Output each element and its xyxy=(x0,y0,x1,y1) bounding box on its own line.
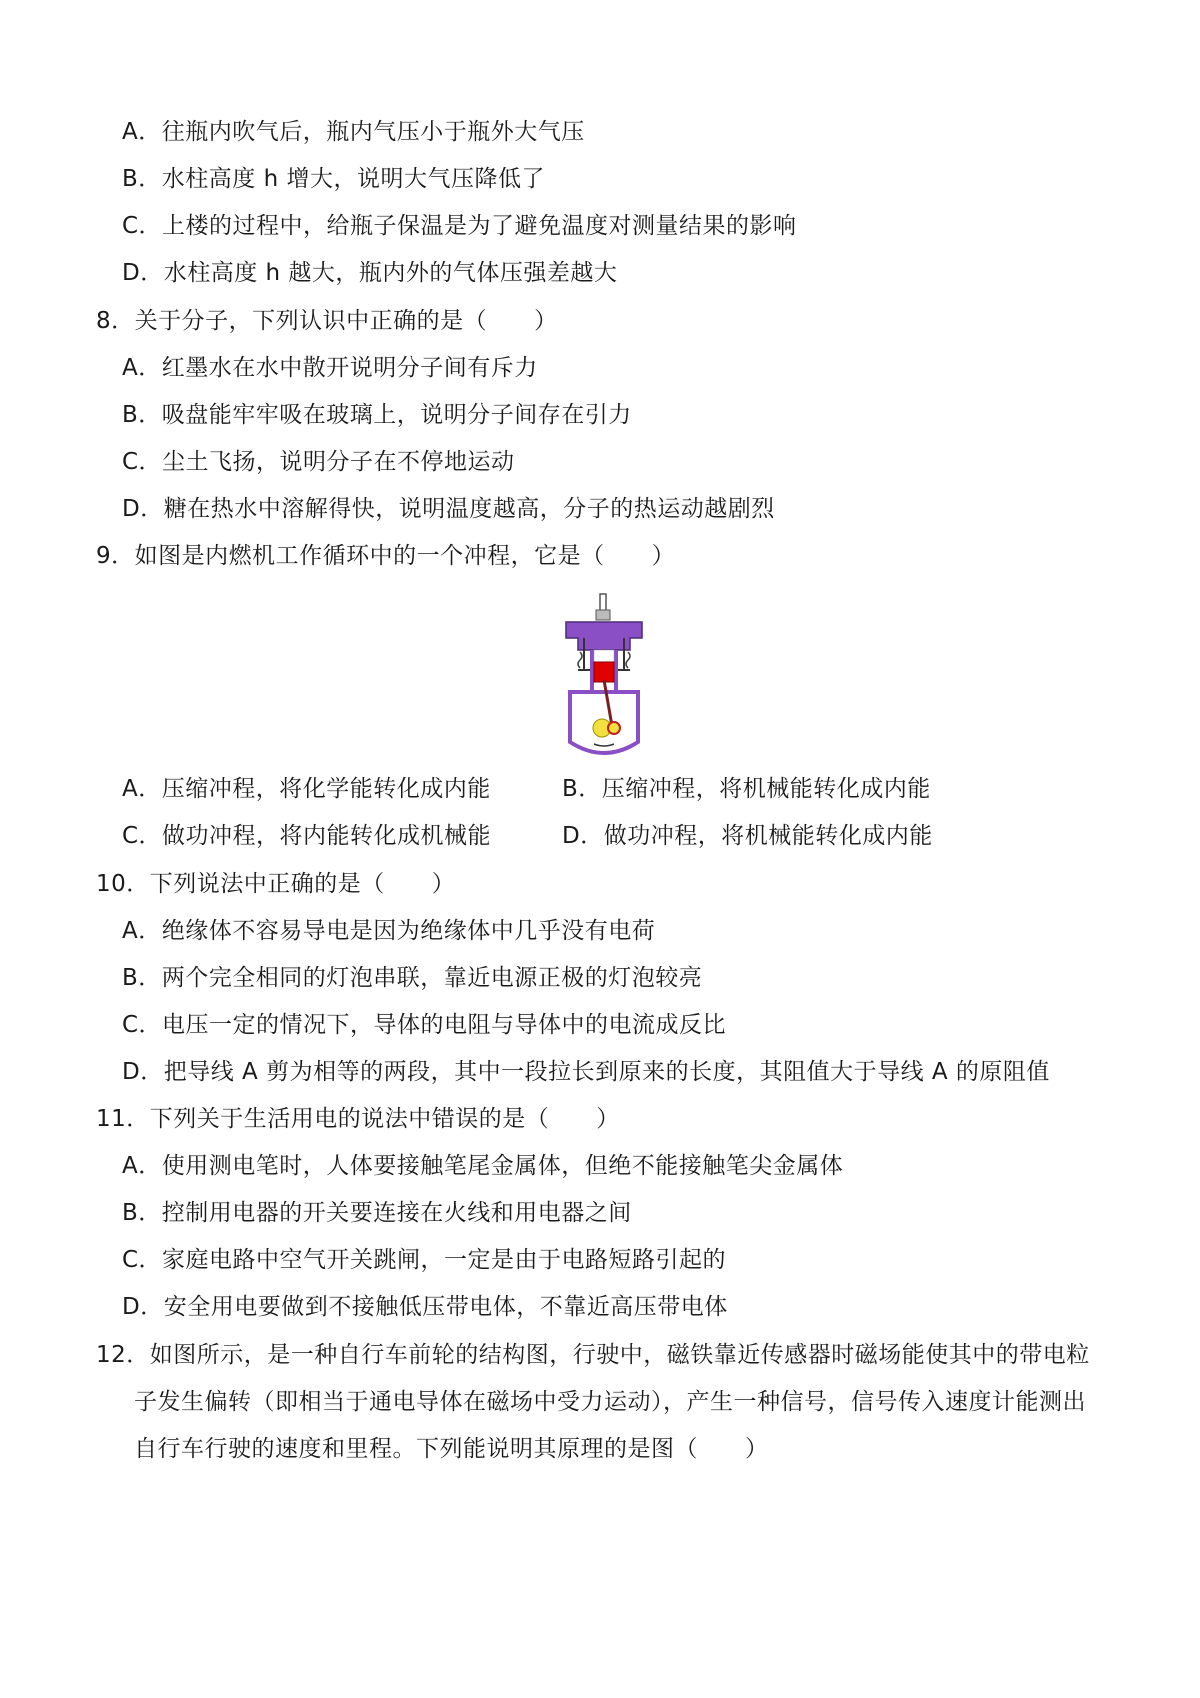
q7-option-a: A．往瓶内吹气后，瓶内气压小于瓶外大气压 xyxy=(122,119,585,145)
q9-option-d: D．做功冲程，将机械能转化成内能 xyxy=(562,823,933,849)
q7-option-d: D．水柱高度 h 越大，瓶内外的气体压强差越大 xyxy=(122,260,618,286)
q10-option-b: B．两个完全相同的灯泡串联，靠近电源正极的灯泡较亮 xyxy=(122,965,703,991)
q11-stem: 11．下列关于生活用电的说法中错误的是（ ） xyxy=(96,1106,620,1132)
combustion-chamber xyxy=(594,650,614,662)
q10-option-c: C．电压一定的情况下，导体的电阻与导体中的电流成反比 xyxy=(122,1012,727,1038)
q12-stem-line-2: 子发生偏转（即相当于通电导体在磁场中受力运动），产生一种信号，信号传入速度计能测出 xyxy=(134,1389,1086,1415)
q10-option-d: D．把导线 A 剪为相等的两段，其中一段拉长到原来的长度，其阻值大于导线 A 的原阻值 xyxy=(122,1059,1050,1085)
q12-stem-line-3: 自行车行驶的速度和里程。下列能说明其原理的是图（ ） xyxy=(134,1436,769,1462)
q8-option-a: A．红墨水在水中散开说明分子间有斥力 xyxy=(122,355,538,381)
q8-option-c: C．尘土飞扬，说明分子在不停地运动 xyxy=(122,449,515,475)
q11-option-a: A．使用测电笔时，人体要接触笔尾金属体，但绝不能接触笔尖金属体 xyxy=(122,1153,844,1179)
q7-option-b: B．水柱高度 h 增大，说明大气压降低了 xyxy=(122,166,545,192)
q8-stem: 8．关于分子，下列认识中正确的是（ ） xyxy=(96,308,558,334)
intake-spring xyxy=(578,652,582,668)
spark-plug-base xyxy=(596,610,610,620)
q10-option-a: A．绝缘体不容易导电是因为绝缘体中几乎没有电荷 xyxy=(122,918,656,944)
q11-option-b: B．控制用电器的开关要连接在火线和用电器之间 xyxy=(122,1200,632,1226)
q7-option-c: C．上楼的过程中，给瓶子保温是为了避免温度对测量结果的影响 xyxy=(122,213,797,239)
q10-stem: 10．下列说法中正确的是（ ） xyxy=(96,871,456,897)
q11-option-c: C．家庭电路中空气开关跳闸，一定是由于电路短路引起的 xyxy=(122,1247,727,1273)
q8-option-b: B．吸盘能牢牢吸在玻璃上，说明分子间存在引力 xyxy=(122,402,632,428)
q9-option-b: B．压缩冲程，将机械能转化成内能 xyxy=(562,776,931,802)
q9-stem: 9．如图是内燃机工作循环中的一个冲程，它是（ ） xyxy=(96,543,676,569)
q9-option-a: A．压缩冲程，将化学能转化成内能 xyxy=(122,776,491,802)
q9-option-c: C．做功冲程，将内能转化成机械能 xyxy=(122,823,492,849)
q12-stem-line-1: 12．如图所示，是一种自行车前轮的结构图，行驶中，磁铁靠近传感器时磁场能使其中的带电粒 xyxy=(96,1342,1090,1368)
q11-option-d: D．安全用电要做到不接触低压带电体，不靠近高压带电体 xyxy=(122,1294,728,1320)
engine-stroke-figure xyxy=(560,592,648,760)
piston xyxy=(594,662,614,682)
cylinder-head xyxy=(566,622,642,650)
exhaust-spring xyxy=(626,652,630,668)
q8-option-d: D．糖在热水中溶解得快，说明温度越高，分子的热运动越剧烈 xyxy=(122,496,775,522)
crank-pin xyxy=(608,722,620,734)
